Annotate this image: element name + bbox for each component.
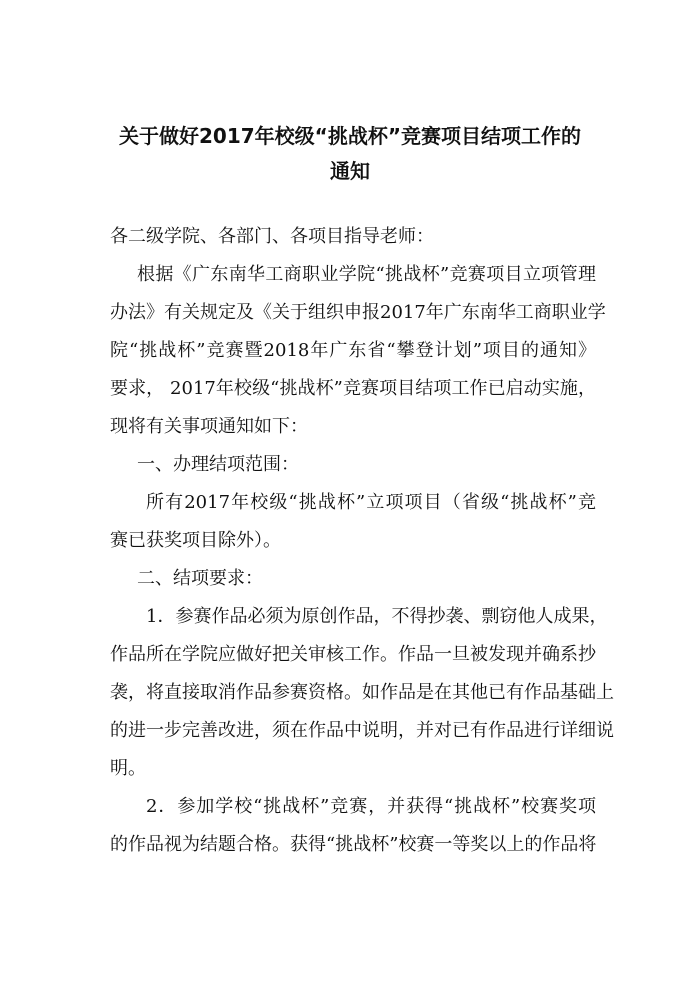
section1-body-line: 所有2017年校级“挑战杯”立项项目（省级“挑战杯”竞 <box>146 492 596 513</box>
intro-line: 现将有关事项通知如下： <box>110 416 308 437</box>
item1-line: 的进一步完善改进，须在作品中说明，并对已有作品进行详细说 <box>110 720 614 741</box>
intro-line: 要求， 2017年校级“挑战杯”竞赛项目结项工作已启动实施， <box>110 378 596 399</box>
item1-line: 作品所在学院应做好把关审核工作。作品一旦被发现并确系抄 <box>110 644 596 665</box>
item2-line: 的作品视为结题合格。获得“挑战杯”校赛一等奖以上的作品将 <box>110 834 597 855</box>
section2-heading: 二、结项要求： <box>137 568 263 589</box>
intro-line: 院“挑战杯”竞赛暨2018年广东省“攀登计划”项目的通知》 <box>110 340 596 361</box>
intro-line: 根据《广东南华工商职业学院“挑战杯”竞赛项目立项管理 <box>137 264 596 285</box>
item1-line: 袭，将直接取消作品参赛资格。如作品是在其他已有作品基础上 <box>110 682 614 703</box>
section1-body-line: 赛已获奖项目除外）。 <box>110 530 281 551</box>
salutation: 各二级学院、各部门、各项目指导老师： <box>110 226 434 247</box>
document-title-line-2: 通知 <box>330 159 370 183</box>
intro-line: 办法》有关规定及《关于组织申报2017年广东南华工商职业学 <box>110 302 606 323</box>
item1-line: 明。 <box>110 758 146 779</box>
section1-heading: 一、办理结项范围： <box>137 454 299 475</box>
document-title-line-1: 关于做好2017年校级“挑战杯”竞赛项目结项工作的 <box>119 124 581 148</box>
item2-line: 2．参加学校“挑战杯”竞赛，并获得“挑战杯”校赛奖项 <box>146 796 596 817</box>
item1-line: 1．参赛作品必须为原创作品，不得抄袭、剽窃他人成果， <box>146 606 608 627</box>
